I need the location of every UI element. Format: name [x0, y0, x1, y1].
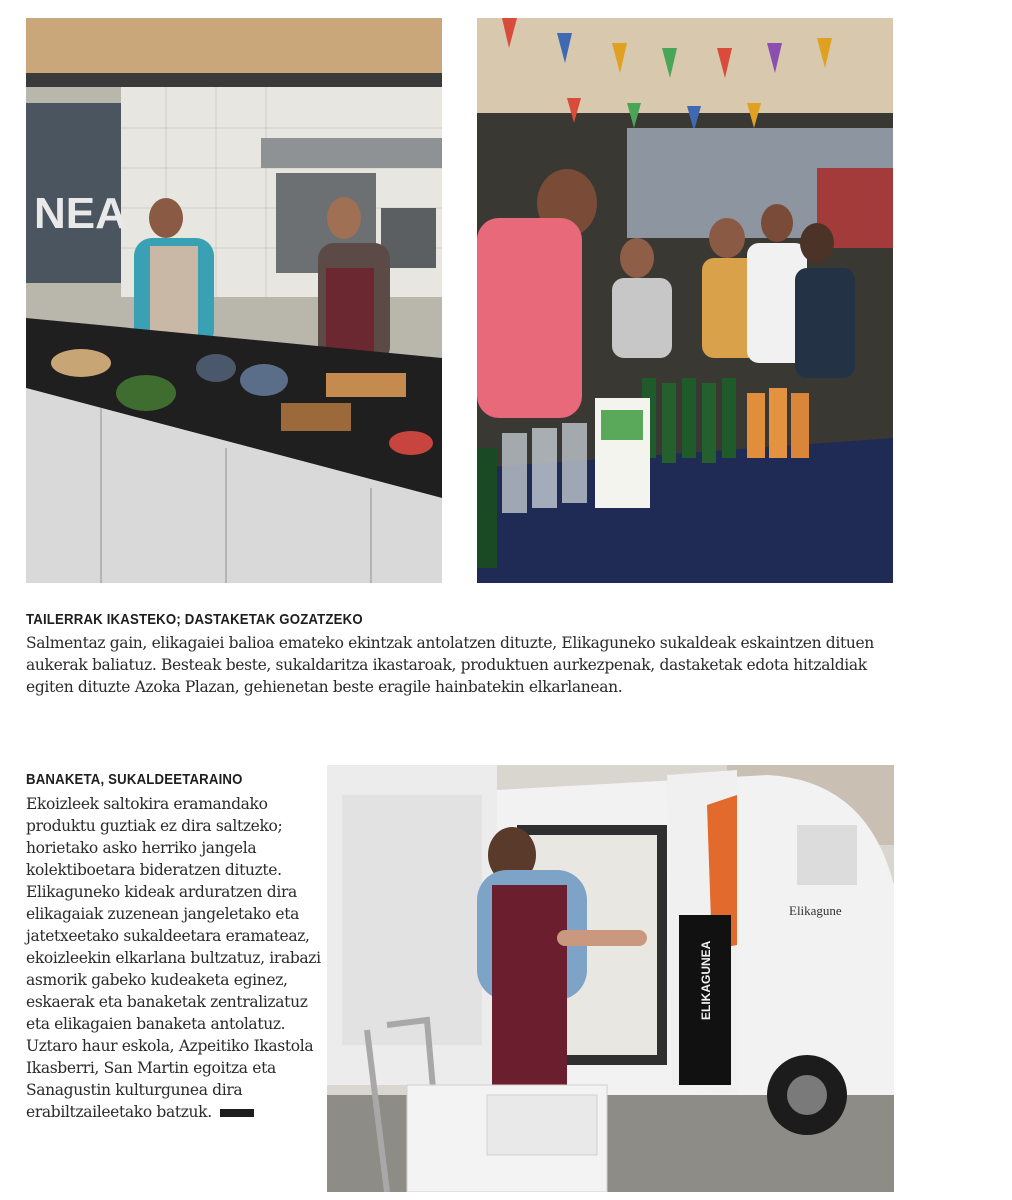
delivery-van-photo: [327, 765, 894, 1192]
workshops-body: Salmentaz gain, elikagaiei balioa emateko ekintzak antolatzen dituzte, Elikaguneko sukaldeak eskaintzen dituen aukerak baliatuz. Besteak beste, sukaldaritza ikastaroak, produktuen aurkezpenak, dastaketak edota hitzaldiak egiten dituzte Azoka Plazan, gehienetan beste eragile hainbatekin elkarlanean.: [26, 634, 874, 696]
van-side-text: Elikagune: [789, 903, 842, 918]
workshops-heading: TAILERRAK IKASTEKO; DASTAKETAK GOZATZEKO: [26, 611, 363, 628]
kitchen-sign-text: NEA: [34, 189, 127, 238]
distribution-body-text: Ekoizleek saltokira eramandako produktu guztiak ez dira saltzeko; horietako asko herriko jangela kolektiboetara bideratzen dituzte. Elikaguneko kideak arduratzen dira elikagaiak zuzenean jangeletako eta jatetxeetako sukaldeetara eramateaz, ekoizleekin elkarlana bultzatuz, irabazi asmorik gabeko kudeaketa eginez, eskaerak eta banaketak zentralizatuz eta elikagaien banaketa antolatuz. Uztaro haur eskola, Azpeitiko Ikastola Ikasberri, San Martin egoitza eta Sanagustin kulturgunea dira erabiltzaileetako batzuk.: [26, 795, 321, 1121]
kitchen-workshop-photo: [26, 18, 442, 583]
distribution-heading: BANAKETA, SUKALDEETARAINO: [26, 771, 243, 788]
van-logo-text: ELIKAGUNEA: [699, 940, 713, 1020]
distribution-body: [26, 793, 326, 1123]
tasting-event-photo: [477, 18, 893, 583]
article-end-mark: [220, 1109, 254, 1117]
